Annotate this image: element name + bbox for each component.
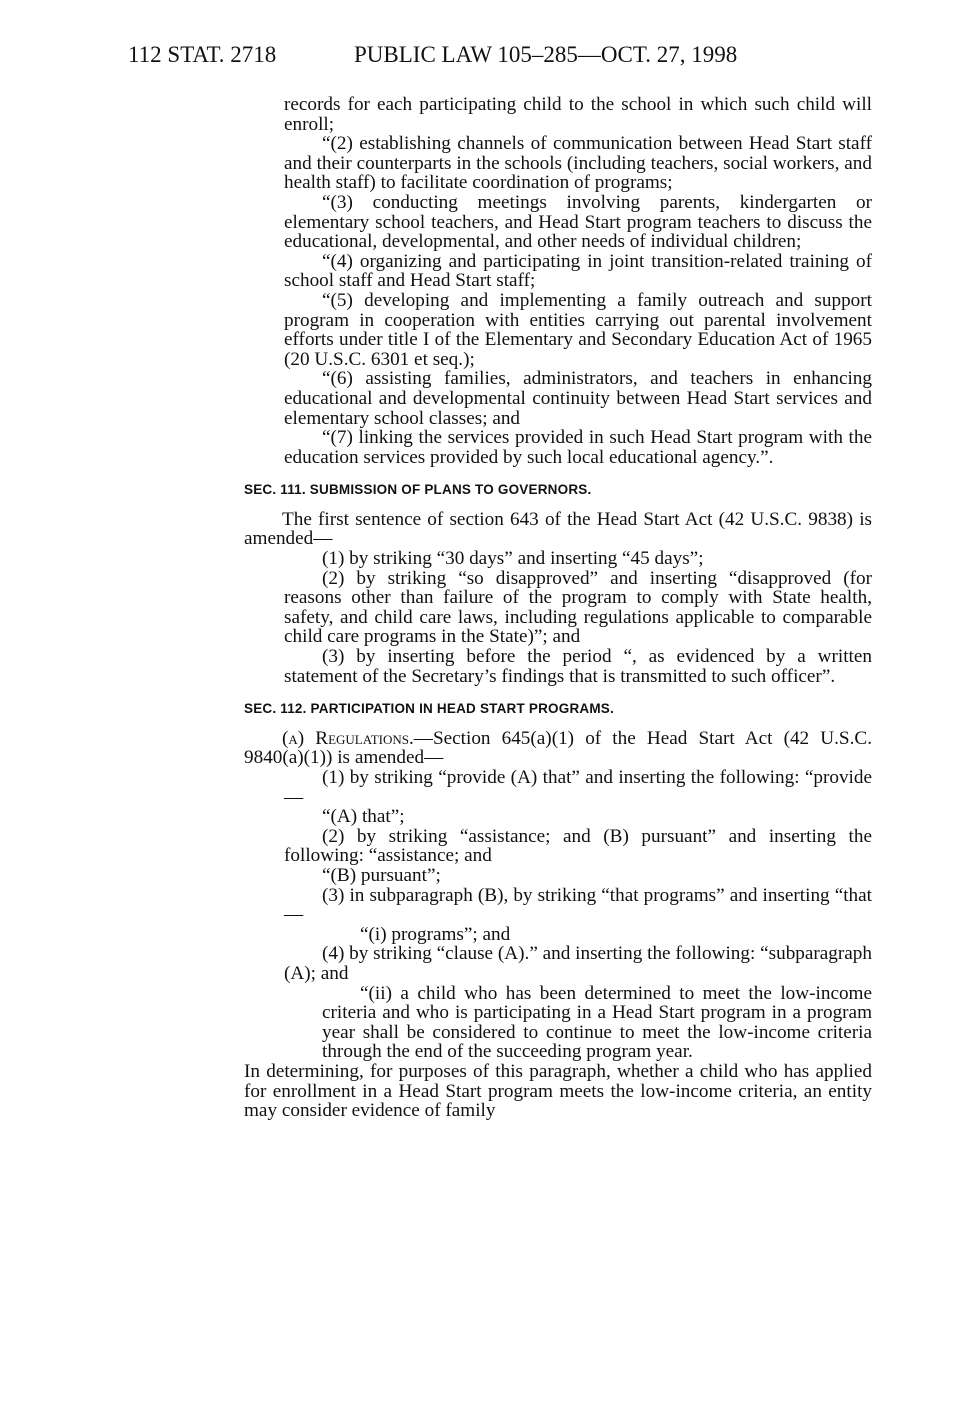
section-112-closing-text: In determining, for purposes of this paragraph, whether a child who has applied for enrollment in a Head Start program meets the low-income criteria, an entity may consider evidence of family — [244, 1060, 872, 1122]
section-111-item-1: (1) by striking “30 days” and inserting “45 days”; — [322, 548, 704, 570]
section-112-item-2-B: “(B) pursuant”; — [322, 864, 441, 886]
section-112-subsection-a — [244, 729, 872, 768]
section-112-item-1: (1) by striking “provide (A) that” and inserting the following: “provide— — [284, 767, 872, 808]
section-112-item-1-A: “(A) that”; — [322, 806, 405, 828]
subsection-a-text: —Section 645(a)(1) of the Head Start Act (42 U.S.C. 9840(a)(1)) is amended— — [244, 727, 872, 769]
section-112-item-3: (3) in subparagraph (B), by striking “that programs” and inserting “that— — [284, 884, 872, 926]
section-heading-112: SEC. 112. PARTICIPATION IN HEAD START PROGRAMS. — [244, 701, 614, 717]
header-page-number: 112 STAT. 2718 — [128, 42, 277, 67]
paragraph-item-2: “(2) establishing channels of communication between Head Start staff and their counterparts in the schools (including teachers, social workers, and health staff) to facilitate coordination of programs; — [284, 133, 872, 194]
section-112-item-2: (2) by striking “assistance; and (B) pursuant” and inserting the following: “assistance; and — [284, 825, 872, 867]
paragraph-item-7: “(7) linking the services provided in such Head Start program with the education services provided by such local educational agency.”. — [284, 427, 872, 468]
section-112-item-3-i: “(i) programs”; and — [360, 923, 511, 945]
subsection-a-heading: (a) Regulations. — [282, 727, 414, 749]
section-112-item-4-ii: “(ii) a child who has been determined to meet the low-income criteria and who is participating in a Head Start program in a program year shall be considered to continue to meet the low-income criteria through the end of the succeeding program year. — [322, 982, 872, 1063]
header-law-citation: PUBLIC LAW 105–285—OCT. 27, 1998 — [354, 42, 738, 67]
section-111-item-3: (3) by inserting before the period “, as evidenced by a written statement of the Secretary’s findings that is transmitted to such officer”. — [284, 646, 872, 687]
paragraph-item-5: “(5) developing and implementing a family outreach and support program in cooperation with entities carrying out parental involvement efforts under title I of the Elementary and Secondary Education Act of 1965 (20 U.S.C. 6301 et seq.); — [284, 289, 872, 370]
section-112-item-4: (4) by striking “clause (A).” and inserting the following: “subparagraph (A); and — [284, 943, 872, 984]
paragraph-item-6: “(6) assisting families, administrators, and teachers in enhancing educational and developmental continuity between Head Start services and elementary school classes; and — [284, 368, 872, 429]
document-body — [244, 95, 872, 1121]
paragraph-item-3: “(3) conducting meetings involving parents, kindergarten or elementary school teachers, and Head Start program teachers to discuss the educational, developmental, and other needs of individual children; — [284, 191, 872, 253]
section-111-item-2: (2) by striking “so disapproved” and inserting “disapproved (for reasons other than failure of the program to comply with State health, safety, and child care laws, including regulations applicable to comparable child care programs in the State)”; and — [284, 567, 872, 648]
paragraph-continued: records for each participating child to the school in which such child will enroll; — [284, 94, 872, 135]
section-heading-111: SEC. 111. SUBMISSION OF PLANS TO GOVERNORS. — [244, 482, 592, 498]
section-111-intro: The first sentence of section 643 of the Head Start Act (42 U.S.C. 9838) is amended— — [244, 508, 872, 550]
paragraph-item-4: “(4) organizing and participating in joint transition-related training of school staff and Head Start staff; — [284, 250, 872, 292]
